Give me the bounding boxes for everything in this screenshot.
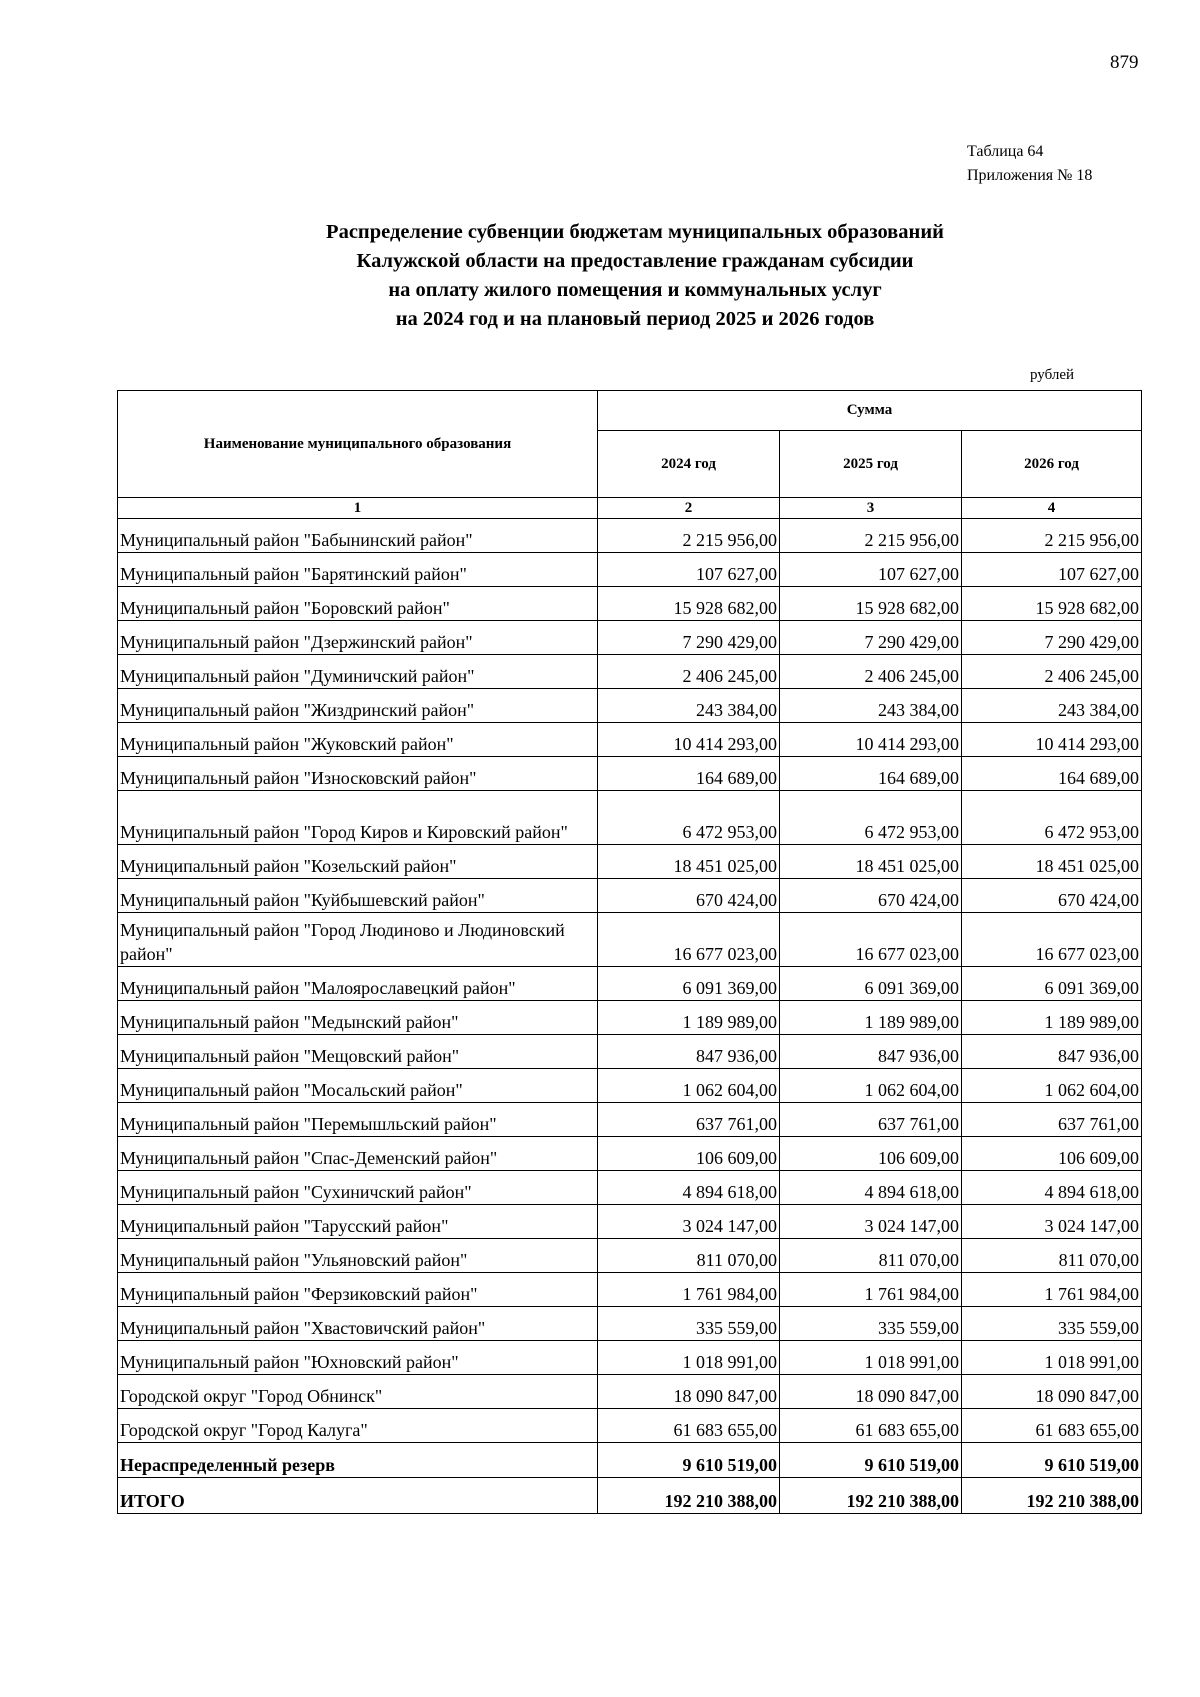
municipality-name: Городской округ "Город Калуга" <box>118 1409 598 1443</box>
table-row <box>118 1069 1142 1103</box>
municipality-name: Муниципальный район "Малоярославецкий район" <box>118 967 598 1001</box>
table-body <box>118 519 1142 1514</box>
amount-2025: 18 451 025,00 <box>780 845 962 879</box>
annex-reference <box>967 140 1092 188</box>
table-row <box>118 967 1142 1001</box>
table-row <box>118 519 1142 553</box>
table-row <box>118 1171 1142 1205</box>
amount-2026: 2 406 245,00 <box>962 655 1142 689</box>
municipality-name: Муниципальный район "Ульяновский район" <box>118 1239 598 1273</box>
amount-2024: 847 936,00 <box>598 1035 780 1069</box>
table-row <box>118 845 1142 879</box>
amount-2025: 6 091 369,00 <box>780 967 962 1001</box>
column-number: 3 <box>780 498 962 519</box>
municipality-name: Нераспределенный резерв <box>118 1443 598 1478</box>
amount-2025: 6 472 953,00 <box>780 791 962 845</box>
amount-2025: 1 062 604,00 <box>780 1069 962 1103</box>
municipality-name: Муниципальный район "Куйбышевский район" <box>118 879 598 913</box>
amount-2026: 637 761,00 <box>962 1103 1142 1137</box>
amount-2026: 1 062 604,00 <box>962 1069 1142 1103</box>
amount-2024: 1 018 991,00 <box>598 1341 780 1375</box>
amount-2024: 192 210 388,00 <box>598 1478 780 1514</box>
amount-2024: 1 189 989,00 <box>598 1001 780 1035</box>
amount-2025: 4 894 618,00 <box>780 1171 962 1205</box>
header-sum: Сумма <box>598 391 1142 431</box>
municipality-name: ИТОГО <box>118 1478 598 1514</box>
amount-2025: 61 683 655,00 <box>780 1409 962 1443</box>
table-row <box>118 913 1142 967</box>
amount-2024: 3 024 147,00 <box>598 1205 780 1239</box>
table-row <box>118 879 1142 913</box>
municipality-name: Муниципальный район "Барятинский район" <box>118 553 598 587</box>
municipality-name: Муниципальный район "Сухиничский район" <box>118 1171 598 1205</box>
table-row <box>118 723 1142 757</box>
table-row <box>118 1409 1142 1443</box>
municipality-name: Муниципальный район "Ферзиковский район" <box>118 1273 598 1307</box>
amount-2026: 335 559,00 <box>962 1307 1142 1341</box>
header-year: 2026 год <box>962 431 1142 498</box>
title-line: Распределение субвенции бюджетам муниципальных образований <box>326 221 944 243</box>
municipality-name: Муниципальный район "Думиничский район" <box>118 655 598 689</box>
amount-2026: 16 677 023,00 <box>962 913 1142 967</box>
amount-2024: 15 928 682,00 <box>598 587 780 621</box>
amount-2024: 1 062 604,00 <box>598 1069 780 1103</box>
amount-2026: 15 928 682,00 <box>962 587 1142 621</box>
amount-2024: 18 090 847,00 <box>598 1375 780 1409</box>
amount-2026: 10 414 293,00 <box>962 723 1142 757</box>
header-year: 2025 год <box>780 431 962 498</box>
amount-2026: 9 610 519,00 <box>962 1443 1142 1478</box>
table-row <box>118 1137 1142 1171</box>
amount-2025: 811 070,00 <box>780 1239 962 1273</box>
amount-2025: 18 090 847,00 <box>780 1375 962 1409</box>
amount-2025: 2 215 956,00 <box>780 519 962 553</box>
amount-2024: 61 683 655,00 <box>598 1409 780 1443</box>
amount-2026: 18 451 025,00 <box>962 845 1142 879</box>
amount-2025: 847 936,00 <box>780 1035 962 1069</box>
title-line: на 2024 год и на плановый период 2025 и 2026 годов <box>395 308 875 330</box>
amount-2025: 1 018 991,00 <box>780 1341 962 1375</box>
amount-2025: 2 406 245,00 <box>780 655 962 689</box>
table-row <box>118 1001 1142 1035</box>
amount-2024: 16 677 023,00 <box>598 913 780 967</box>
table-row <box>118 621 1142 655</box>
amount-2024: 7 290 429,00 <box>598 621 780 655</box>
units-label: рублей <box>1030 367 1075 383</box>
amount-2025: 637 761,00 <box>780 1103 962 1137</box>
table-row <box>118 1239 1142 1273</box>
amount-2026: 107 627,00 <box>962 553 1142 587</box>
municipality-name: Муниципальный район "Износковский район" <box>118 757 598 791</box>
amount-2024: 4 894 618,00 <box>598 1171 780 1205</box>
amount-2026: 106 609,00 <box>962 1137 1142 1171</box>
table-row <box>118 587 1142 621</box>
header-name: Наименование муниципального образования <box>118 391 598 498</box>
amount-2024: 243 384,00 <box>598 689 780 723</box>
municipality-name: Муниципальный район "Боровский район" <box>118 587 598 621</box>
column-number: 4 <box>962 498 1142 519</box>
table-row <box>118 1205 1142 1239</box>
municipality-name: Муниципальный район "Спас-Деменский район" <box>118 1137 598 1171</box>
amount-2024: 670 424,00 <box>598 879 780 913</box>
table-row <box>118 1375 1142 1409</box>
amount-2024: 9 610 519,00 <box>598 1443 780 1478</box>
municipality-name: Муниципальный район "Хвастовичский район" <box>118 1307 598 1341</box>
amount-2026: 7 290 429,00 <box>962 621 1142 655</box>
municipality-name: Муниципальный район "Медынский район" <box>118 1001 598 1035</box>
amount-2024: 6 472 953,00 <box>598 791 780 845</box>
amount-2026: 4 894 618,00 <box>962 1171 1142 1205</box>
table-row <box>118 1273 1142 1307</box>
amount-2025: 1 761 984,00 <box>780 1273 962 1307</box>
amount-2025: 335 559,00 <box>780 1307 962 1341</box>
amount-2025: 3 024 147,00 <box>780 1205 962 1239</box>
table-row <box>118 553 1142 587</box>
amount-2024: 2 406 245,00 <box>598 655 780 689</box>
amount-2024: 18 451 025,00 <box>598 845 780 879</box>
amount-2025: 670 424,00 <box>780 879 962 913</box>
amount-2026: 164 689,00 <box>962 757 1142 791</box>
subvention-table <box>117 390 1142 1514</box>
municipality-name: Муниципальный район "Жиздринский район" <box>118 689 598 723</box>
municipality-name: Муниципальный район "Дзержинский район" <box>118 621 598 655</box>
table-row <box>118 1103 1142 1137</box>
municipality-name: Муниципальный район "Тарусский район" <box>118 1205 598 1239</box>
amount-2024: 6 091 369,00 <box>598 967 780 1001</box>
table-row <box>118 791 1142 845</box>
amount-2026: 1 018 991,00 <box>962 1341 1142 1375</box>
column-number: 2 <box>598 498 780 519</box>
title-line: Калужской области на предоставление гражданам субсидии <box>356 250 914 272</box>
title-line: на оплату жилого помещения и коммунальных услуг <box>388 279 882 301</box>
amount-2026: 1 189 989,00 <box>962 1001 1142 1035</box>
amount-2024: 811 070,00 <box>598 1239 780 1273</box>
amount-2026: 61 683 655,00 <box>962 1409 1142 1443</box>
table-row <box>118 1035 1142 1069</box>
amount-2024: 335 559,00 <box>598 1307 780 1341</box>
amount-2024: 637 761,00 <box>598 1103 780 1137</box>
municipality-name: Муниципальный район "Жуковский район" <box>118 723 598 757</box>
table-row <box>118 1307 1142 1341</box>
amount-2025: 106 609,00 <box>780 1137 962 1171</box>
amount-2026: 670 424,00 <box>962 879 1142 913</box>
municipality-name: Муниципальный район "Юхновский район" <box>118 1341 598 1375</box>
table-row <box>118 757 1142 791</box>
amount-2025: 192 210 388,00 <box>780 1478 962 1514</box>
amount-2024: 106 609,00 <box>598 1137 780 1171</box>
amount-2025: 9 610 519,00 <box>780 1443 962 1478</box>
amount-2026: 6 091 369,00 <box>962 967 1142 1001</box>
table-row <box>118 655 1142 689</box>
total-row <box>118 1478 1142 1514</box>
amount-2024: 2 215 956,00 <box>598 519 780 553</box>
amount-2025: 16 677 023,00 <box>780 913 962 967</box>
amount-2026: 847 936,00 <box>962 1035 1142 1069</box>
annex-appendix-label: Приложения № 18 <box>967 167 1093 184</box>
amount-2025: 10 414 293,00 <box>780 723 962 757</box>
municipality-name: Муниципальный район "Мосальский район" <box>118 1069 598 1103</box>
municipality-name: Муниципальный район "Мещовский район" <box>118 1035 598 1069</box>
amount-2026: 2 215 956,00 <box>962 519 1142 553</box>
amount-2026: 243 384,00 <box>962 689 1142 723</box>
municipality-name: Муниципальный район "Перемышльский район" <box>118 1103 598 1137</box>
municipality-name: Муниципальный район "Город Киров и Кировский район" <box>118 791 598 845</box>
amount-2025: 107 627,00 <box>780 553 962 587</box>
amount-2026: 1 761 984,00 <box>962 1273 1142 1307</box>
amount-2025: 15 928 682,00 <box>780 587 962 621</box>
amount-2024: 107 627,00 <box>598 553 780 587</box>
amount-2025: 7 290 429,00 <box>780 621 962 655</box>
amount-2025: 164 689,00 <box>780 757 962 791</box>
municipality-name: Муниципальный район "Козельский район" <box>118 845 598 879</box>
amount-2026: 3 024 147,00 <box>962 1205 1142 1239</box>
table-row <box>118 689 1142 723</box>
amount-2026: 18 090 847,00 <box>962 1375 1142 1409</box>
amount-2026: 192 210 388,00 <box>962 1478 1142 1514</box>
header-year: 2024 год <box>598 431 780 498</box>
page-number: 879 <box>1110 52 1139 73</box>
document-title <box>0 218 1200 334</box>
amount-2024: 1 761 984,00 <box>598 1273 780 1307</box>
amount-2024: 164 689,00 <box>598 757 780 791</box>
amount-2026: 811 070,00 <box>962 1239 1142 1273</box>
municipality-name: Муниципальный район "Город Людиново и Людиновский район" <box>118 913 598 967</box>
reserve-row <box>118 1443 1142 1478</box>
amount-2025: 243 384,00 <box>780 689 962 723</box>
table-row <box>118 1341 1142 1375</box>
annex-table-label: Таблица 64 <box>967 143 1044 160</box>
municipality-name: Муниципальный район "Бабынинский район" <box>118 519 598 553</box>
amount-2024: 10 414 293,00 <box>598 723 780 757</box>
amount-2026: 6 472 953,00 <box>962 791 1142 845</box>
column-number: 1 <box>118 498 598 519</box>
municipality-name: Городской округ "Город Обнинск" <box>118 1375 598 1409</box>
amount-2025: 1 189 989,00 <box>780 1001 962 1035</box>
